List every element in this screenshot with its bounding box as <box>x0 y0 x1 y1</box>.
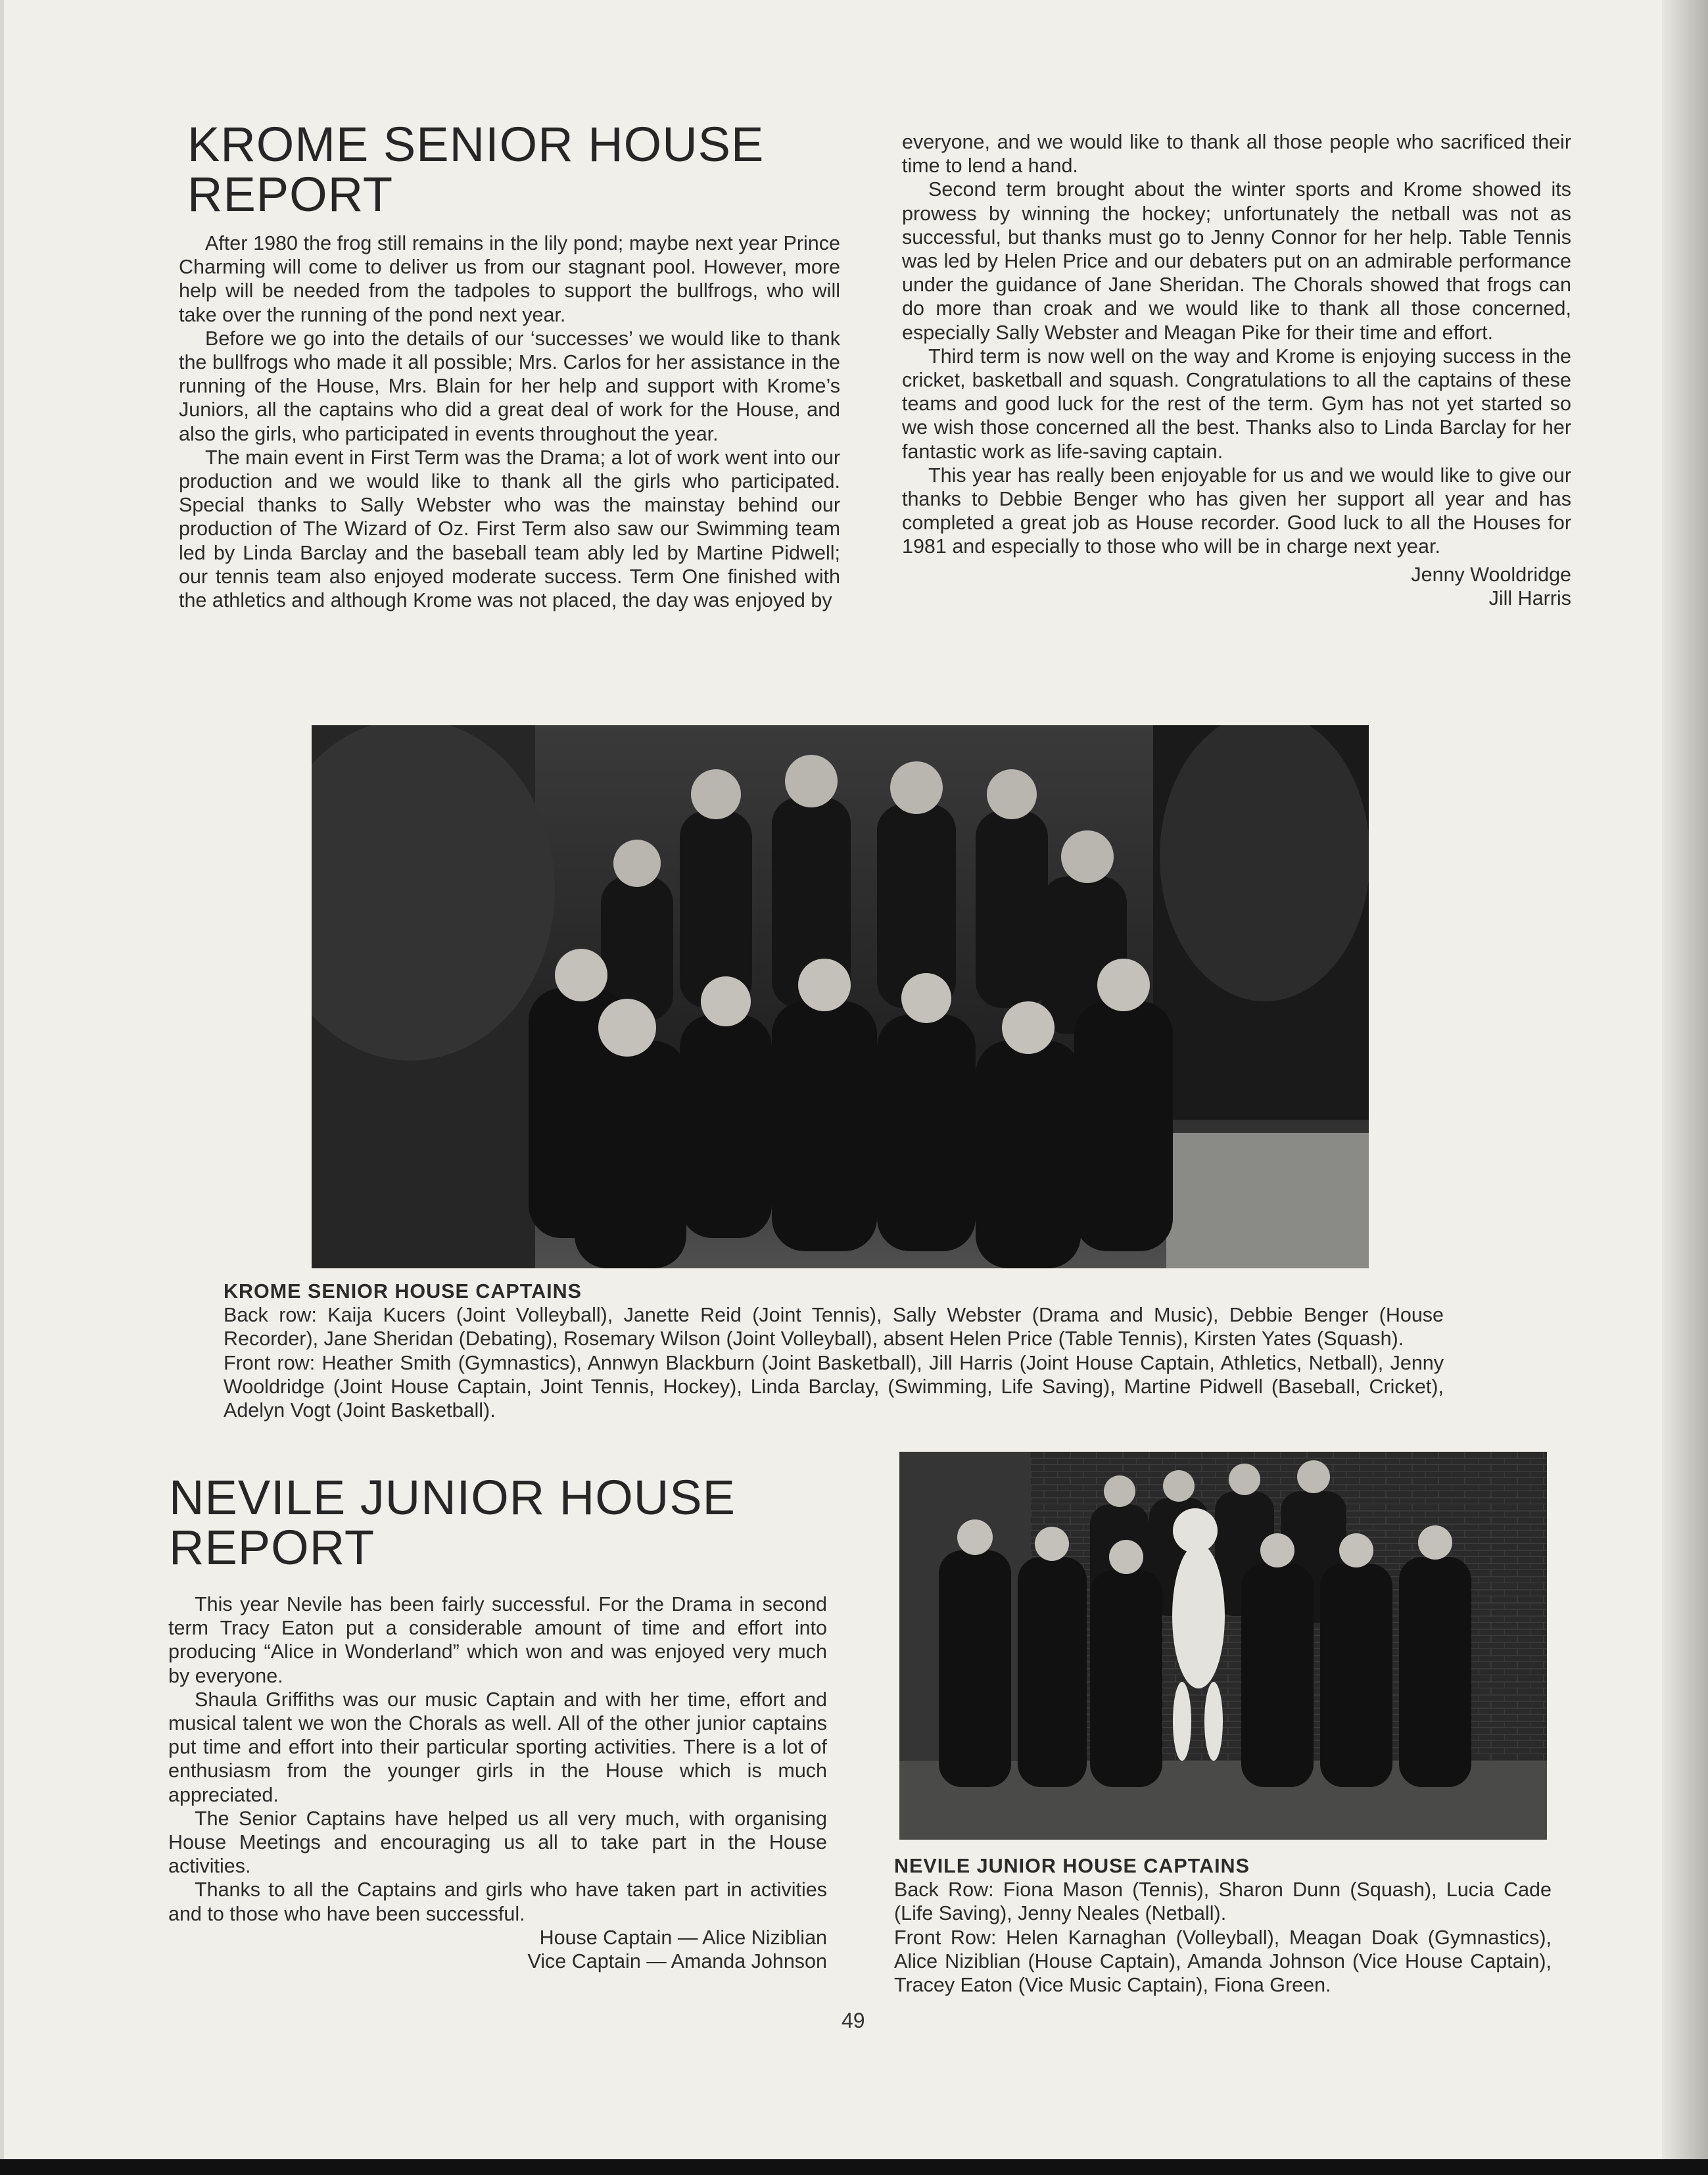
krome-paragraph: Before we go into the details of our ‘successes’ we would like to thank the bullfrogs who made it all possible; Mrs. Carlos for her assistance in the running of the House, Mrs. Blain for her help and support with Krome’s Juniors, all the captains who did a great deal of work for the House, and also the girls, who participated in events throughout the year. <box>179 327 840 445</box>
krome-title-line-2: REPORT <box>187 167 394 222</box>
krome-paragraph: Second term brought about the winter sports and Krome showed its prowess by winning the hockey; unfortunately the netball was not as successful, but thanks must go to Jenny Connor for her help. Table Tennis was led by Helen Price and our debaters put on an admirable performance under the guidance of Jane Sheridan. The Chorals showed that frogs can do more than croak and we would like to thank all those concerned, especially Sally Webster and Meagan Pike for their time and effort. <box>902 178 1571 344</box>
krome-signature: Jill Harris <box>1488 586 1571 609</box>
krome-paragraph: This year has really been enjoyable for us and we would like to give our thanks to Debbie Benger who has given her support all year and has completed a great job as House recorder. Good luck to all the Houses for 1981 and especially to those who will be in charge next year. <box>902 464 1571 558</box>
krome-caption-back-row: Back row: Kaija Kucers (Joint Volleyball), Janette Reid (Joint Tennis), Sally Webster (Drama and Music), Debbie Benger (House Recorder), Jane Sheridan (Debating), Rosemary Wilson (Joint Volleyball), absent Helen Price (Table Tennis), Kirsten Yates (Squash). <box>224 1304 1444 1350</box>
nevile-report-title <box>169 1470 736 1575</box>
page-edge <box>0 0 4 2175</box>
nevile-signature: Vice Captain — Amanda Johnson <box>527 1950 827 1973</box>
krome-paragraph: Third term is now well on the way and Krome is enjoying success in the cricket, basketball and squash. Congratulations to all the captains of these teams and good luck for the rest of the term. Gym has not yet started so we wish those concerned all the best. Thanks also to Linda Barclay for her fantastic work as life-saving captain. <box>902 345 1571 463</box>
krome-right-column <box>902 130 1571 610</box>
nevile-paragraph: Shaula Griffiths was our music Captain and with her time, effort and musical talent we won the Chorals as well. All of the other junior captains put time and effort into their particular sporting activities. There is a lot of enthusiasm from the younger girls in the House which is much appreciated. <box>168 1688 827 1806</box>
binding-shadow <box>1662 0 1708 2175</box>
nevile-caption-front-row: Front Row: Helen Karnaghan (Volleyball), Meagan Doak (Gymnastics), Alice Niziblian (House Captain), Amanda Johnson (Vice House Captain), Tracey Eaton (Vice Music Captain), Fiona Green. <box>894 1926 1552 1997</box>
krome-caption-front-row: Front row: Heather Smith (Gymnastics), Annwyn Blackburn (Joint Basketball), Jill Harris (Joint House Captain, Athletics, Netball), Jenny Wooldridge (Joint House Captain, Joint Tennis, Hockey), Linda Barclay, (Swimming, Life Saving), Martine Pidwell (Baseball, Cricket), Adelyn Vogt (Joint Basketball). <box>224 1351 1444 1422</box>
nevile-title-line-1: NEVILE JUNIOR HOUSE <box>169 1470 736 1525</box>
krome-paragraph: After 1980 the frog still remains in the lily pond; maybe next year Prince Charming will come to deliver us from our stagnant pool. However, more help will be needed from the tadpoles to support the bullfrogs, who will take over the running of the pond next year. <box>179 232 840 326</box>
scan-border <box>0 2159 1708 2175</box>
nevile-captains-photo <box>899 1452 1547 1840</box>
nevile-signature: House Captain — Alice Niziblian <box>539 1926 827 1949</box>
nevile-caption-back-row: Back Row: Fiona Mason (Tennis), Sharon Dunn (Squash), Lucia Cade (Life Saving), Jenny Neales (Netball). <box>894 1878 1552 1925</box>
krome-photo-caption <box>224 1279 1444 1422</box>
krome-report-title <box>187 117 765 222</box>
krome-captains-photo <box>312 725 1369 1268</box>
nevile-caption-title: NEVILE JUNIOR HOUSE CAPTAINS <box>894 1855 1250 1877</box>
krome-title-line-1: KROME SENIOR HOUSE <box>187 117 765 172</box>
nevile-report-column <box>168 1592 827 1973</box>
nevile-photo-caption <box>894 1854 1552 1997</box>
krome-paragraph-continued: everyone, and we would like to thank all those people who sacrificed their time to lend a hand. <box>902 131 1571 178</box>
nevile-paragraph: Thanks to all the Captains and girls who have taken part in activities and to those who have been successful. <box>168 1878 827 1925</box>
krome-caption-title: KROME SENIOR HOUSE CAPTAINS <box>224 1280 582 1303</box>
page-number: 49 <box>842 2009 865 2032</box>
nevile-paragraph: The Senior Captains have helped us all very much, with organising House Meetings and encouraging us all to take part in the House activities. <box>168 1807 827 1878</box>
krome-left-column <box>179 231 840 612</box>
nevile-title-line-2: REPORT <box>169 1520 375 1575</box>
krome-signature: Jenny Wooldridge <box>1411 563 1571 586</box>
nevile-paragraph: This year Nevile has been fairly successful. For the Drama in second term Tracy Eaton put a considerable amount of time and effort into producing “Alice in Wonderland” which won and was enjoyed very much by everyone. <box>168 1593 827 1687</box>
krome-paragraph: The main event in First Term was the Drama; a lot of work went into our production and we would like to thank all the girls who participated. Special thanks to Sally Webster who was the mainstay behind our production of The Wizard of Oz. First Term also saw our Swimming team led by Linda Barclay and the baseball team ably led by Martine Pidwell; our tennis team also enjoyed moderate success. Term One finished with the athletics and although Krome was not placed, the day was enjoyed by <box>179 446 840 612</box>
